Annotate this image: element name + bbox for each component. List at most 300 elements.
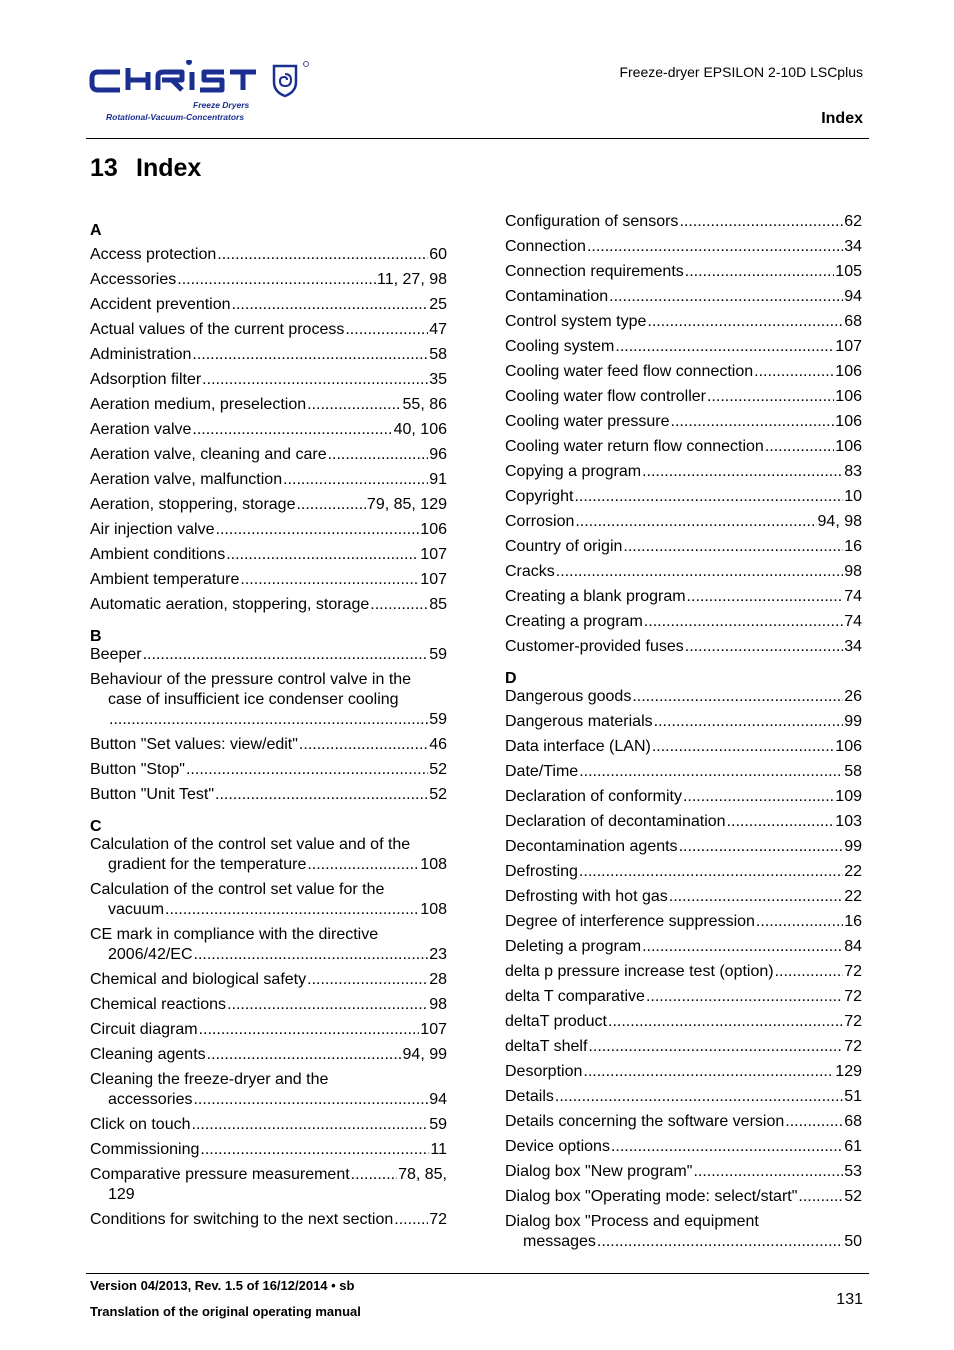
index-term: Country of origin: [505, 538, 623, 555]
page-references: 98: [844, 563, 862, 580]
christ-logo: [86, 60, 316, 122]
index-entry-line: [505, 1137, 862, 1157]
index-entry: [90, 520, 447, 540]
index-term: Degree of interference suppression: [505, 913, 755, 930]
index-entry-line: [90, 760, 447, 780]
index-term: Deleting a program: [505, 938, 642, 955]
index-entry: [90, 995, 447, 1015]
index-entry-line: [505, 212, 862, 232]
index-entry-line: [90, 1165, 447, 1185]
index-term: Aeration valve, cleaning and care: [90, 446, 327, 463]
index-term: Ambient conditions: [90, 546, 226, 563]
page-references: 35: [429, 371, 447, 388]
page-references: 78, 85,: [398, 1166, 447, 1183]
page-references: 60: [429, 246, 447, 263]
index-entry: [505, 812, 862, 832]
dot-leader: [611, 1137, 843, 1157]
index-entry-line: [505, 387, 862, 407]
dot-leader: [765, 437, 834, 457]
page-references: 106: [835, 388, 862, 405]
index-entry: [505, 1037, 862, 1057]
index-entry-line: [505, 1062, 862, 1082]
index-entry: [505, 387, 862, 407]
index-entry: [90, 1140, 447, 1160]
index-term: Aeration valve, malfunction: [90, 471, 283, 488]
dot-leader: [307, 395, 401, 415]
index-entry-line: [505, 1037, 862, 1057]
index-entry: [90, 395, 447, 415]
index-entry-line: [90, 710, 447, 730]
dot-leader: [240, 570, 419, 590]
dot-leader: [671, 412, 835, 432]
index-term-line: CE mark in compliance with the directive: [90, 926, 379, 943]
index-column-left: [90, 212, 447, 1235]
index-entry: [505, 337, 862, 357]
dot-leader: [202, 370, 428, 390]
dot-leader: [283, 470, 428, 490]
page-references: 106: [835, 738, 862, 755]
page-references: 72: [844, 1038, 862, 1055]
index-entry-line: [90, 570, 447, 590]
dot-leader: [194, 945, 429, 965]
index-term: Data interface (LAN): [505, 738, 651, 755]
page-references: 107: [420, 571, 447, 588]
index-entry-line: [505, 587, 862, 607]
dot-leader: [193, 1090, 428, 1110]
dot-leader: [165, 900, 419, 920]
index-entry: [90, 1115, 447, 1135]
index-term: Dangerous materials: [505, 713, 653, 730]
page-references: 62: [844, 213, 862, 230]
index-entry-line: [505, 962, 862, 982]
index-entry: [505, 687, 862, 707]
page-references: 61: [844, 1138, 862, 1155]
index-term: delta T comparative: [505, 988, 645, 1005]
dot-leader: [351, 1165, 397, 1185]
dot-leader: [328, 445, 429, 465]
dot-leader: [370, 595, 428, 615]
index-entry: [90, 1045, 447, 1065]
index-entry-line: [505, 487, 862, 507]
index-entry-line: [505, 1112, 862, 1132]
index-entry-line: [505, 862, 862, 882]
index-entry: [90, 270, 447, 290]
index-entry: [505, 462, 862, 482]
index-entry-line: [505, 987, 862, 1007]
index-entry-line: [90, 420, 447, 440]
index-entry: [505, 762, 862, 782]
page-references: 106: [835, 363, 862, 380]
index-term: accessories: [108, 1091, 193, 1108]
index-entry: [505, 637, 862, 657]
dot-leader: [754, 362, 834, 382]
page-references: 94: [844, 288, 862, 305]
index-entry: [90, 370, 447, 390]
page-references: 106: [420, 521, 447, 538]
index-term: Actual values of the current process: [90, 321, 345, 338]
page-references: 47: [429, 321, 447, 338]
index-term: delta p pressure increase test (option): [505, 963, 774, 980]
index-entry: [505, 1187, 862, 1207]
index-term: Decontamination agents: [505, 838, 678, 855]
page-references: 59: [429, 711, 447, 728]
page-references: 74: [844, 613, 862, 630]
page-references: 108: [420, 901, 447, 918]
dot-leader: [143, 645, 429, 665]
dot-leader: [785, 1112, 843, 1132]
index-entry-line: [505, 562, 862, 582]
index-entry-line: [505, 537, 862, 557]
dot-leader: [216, 520, 420, 540]
index-entry: [90, 445, 447, 465]
index-term-line: case of insufficient ice condenser cooling: [108, 691, 399, 708]
index-entry-line: [505, 462, 862, 482]
index-term: Aeration, stoppering, storage: [90, 496, 296, 513]
dot-leader: [579, 762, 843, 782]
index-entry-line: [90, 1115, 447, 1135]
index-entry-line: [90, 495, 447, 515]
index-entry-line: [90, 995, 447, 1015]
dot-leader: [679, 212, 843, 232]
dot-leader: [394, 1210, 428, 1230]
index-entry: [90, 1020, 447, 1040]
index-term: Cooling system: [505, 338, 615, 355]
index-entry: [90, 420, 447, 440]
index-entry: [505, 937, 862, 957]
index-entry-line: [505, 1012, 862, 1032]
page-references: 106: [835, 413, 862, 430]
index-entry: [90, 835, 447, 875]
chapter-heading: [90, 154, 201, 183]
page-references: 107: [420, 1021, 447, 1038]
index-entry: [90, 495, 447, 515]
index-entry: [505, 537, 862, 557]
index-entry: [90, 245, 447, 265]
index-entry: [505, 887, 862, 907]
dot-leader: [683, 787, 834, 807]
index-term: Commissioning: [90, 1141, 200, 1158]
index-entry-line: [505, 237, 862, 257]
page-references: 11: [430, 1141, 447, 1158]
index-term: Accessories: [90, 271, 177, 288]
dot-leader: [109, 710, 428, 730]
index-entry: [505, 512, 862, 532]
index-entry-line: [505, 437, 862, 457]
page-references: 68: [844, 313, 862, 330]
dot-leader: [775, 962, 844, 982]
page-references: 58: [844, 763, 862, 780]
dot-leader: [556, 562, 843, 582]
index-term: Circuit diagram: [90, 1021, 198, 1038]
index-entry-line: [90, 785, 447, 805]
index-term: Control system type: [505, 313, 647, 330]
footer-version: Version 04/2013, Rev. 1.5 of 16/12/2014 • sb: [90, 1278, 355, 1293]
dot-leader: [685, 637, 843, 657]
index-entry-line: [90, 735, 447, 755]
index-letter-heading: A: [90, 222, 102, 239]
index-entry: [90, 645, 447, 665]
index-entry: [90, 345, 447, 365]
page-references: 52: [429, 786, 447, 803]
dot-leader: [756, 912, 843, 932]
dot-leader: [583, 1062, 834, 1082]
index-entry: [505, 612, 862, 632]
index-entry-line: [90, 645, 447, 665]
index-term: Defrosting: [505, 863, 578, 880]
dot-leader: [615, 337, 834, 357]
page-references: 72: [844, 963, 862, 980]
page-references: 28: [429, 971, 447, 988]
page-references: 94, 99: [402, 1046, 447, 1063]
index-entry-line: [90, 445, 447, 465]
page-references: 79, 85, 129: [366, 496, 447, 513]
index-term-line: Behaviour of the pressure control valve in the: [90, 671, 412, 688]
dot-leader: [597, 1232, 843, 1252]
dot-leader: [555, 1087, 843, 1107]
index-entry-line: [505, 512, 862, 532]
index-entry-line: [505, 687, 862, 707]
index-entry-line: [90, 345, 447, 365]
document-title: Freeze-dryer EPSILON 2-10D LSCplus: [619, 64, 863, 80]
index-entry-line: [90, 945, 447, 965]
page-references: 72: [844, 988, 862, 1005]
index-term: messages: [523, 1233, 596, 1250]
index-entry: [90, 570, 447, 590]
page-references: 96: [429, 446, 447, 463]
index-term: Contamination: [505, 288, 609, 305]
index-term: Access protection: [90, 246, 217, 263]
index-entry-line: [505, 912, 862, 932]
index-term: Device options: [505, 1138, 610, 1155]
page-references: 40, 106: [393, 421, 447, 438]
index-term: Creating a program: [505, 613, 643, 630]
index-entry: [505, 712, 862, 732]
index-entry-line: [90, 245, 447, 265]
dot-leader: [654, 712, 844, 732]
index-term: Accident prevention: [90, 296, 231, 313]
index-term: vacuum: [108, 901, 165, 918]
index-term: deltaT shelf: [505, 1038, 588, 1055]
index-entry-line: [90, 320, 447, 340]
dot-leader: [632, 687, 843, 707]
page-references: 85: [429, 596, 447, 613]
page-references: 106: [835, 438, 862, 455]
index-term: Button "Stop": [90, 761, 185, 778]
index-entry: [505, 987, 862, 1007]
footer-translation-note: Translation of the original operating manual: [90, 1304, 361, 1319]
page-references: 50: [844, 1233, 862, 1250]
page-references: 46: [429, 736, 447, 753]
index-entry-line: [505, 337, 862, 357]
page-references: 108: [420, 856, 447, 873]
page-references: 16: [844, 913, 862, 930]
page-references: 105: [835, 263, 862, 280]
index-entry: [90, 880, 447, 920]
index-term: Cooling water flow controller: [505, 388, 706, 405]
page-references: 16: [844, 538, 862, 555]
index-term: Details concerning the software version: [505, 1113, 785, 1130]
page-references: 72: [844, 1013, 862, 1030]
page-references: 99: [844, 838, 862, 855]
dot-leader: [575, 512, 816, 532]
index-term: Chemical reactions: [90, 996, 227, 1013]
page-references: 107: [835, 338, 862, 355]
dot-leader: [207, 1045, 402, 1065]
page-references-continued: 129: [108, 1186, 135, 1203]
index-term: Desorption: [505, 1063, 583, 1080]
index-entry: [505, 737, 862, 757]
dot-leader: [192, 420, 392, 440]
index-entry-line: [90, 1090, 447, 1110]
page-references: 11, 27, 98: [377, 271, 447, 288]
index-entry-line: [505, 712, 862, 732]
dot-leader: [215, 785, 428, 805]
index-entry-line: [505, 262, 862, 282]
index-term: Cooling water pressure: [505, 413, 670, 430]
dot-leader: [579, 862, 843, 882]
dot-leader: [669, 887, 843, 907]
dot-leader: [642, 462, 843, 482]
index-term: Dangerous goods: [505, 688, 632, 705]
dot-leader: [345, 320, 428, 340]
index-entry-line: [505, 837, 862, 857]
index-entry: [505, 787, 862, 807]
index-entry-line: [505, 812, 862, 832]
dot-leader: [192, 345, 428, 365]
page-references: 22: [844, 888, 862, 905]
index-entry-line: [90, 855, 447, 875]
index-entry: [505, 237, 862, 257]
index-entry-line: [90, 1020, 447, 1040]
index-term-line: Dialog box "Process and equipment: [505, 1213, 759, 1230]
page-references: 109: [835, 788, 862, 805]
dot-leader: [588, 1037, 843, 1057]
index-entry: [505, 1012, 862, 1032]
index-entry: [90, 295, 447, 315]
index-term: Comparative pressure measurement: [90, 1166, 350, 1183]
index-entry-line: [505, 362, 862, 382]
page-references: 68: [844, 1113, 862, 1130]
header-section-name: Index: [821, 110, 863, 127]
dot-leader: [587, 237, 843, 257]
index-term: 2006/42/EC: [108, 946, 193, 963]
index-entry-line: [505, 762, 862, 782]
index-entry: [505, 562, 862, 582]
index-entry: [505, 862, 862, 882]
index-entry-line: [90, 370, 447, 390]
index-entry: [505, 1137, 862, 1157]
index-entry-line: [505, 412, 862, 432]
dot-leader: [299, 735, 428, 755]
index-term: Beeper: [90, 646, 142, 663]
logo-subtitle-rvc: Rotational-Vacuum-Concentrators: [106, 112, 245, 122]
dot-leader: [679, 837, 844, 857]
index-entry-line: [90, 900, 447, 920]
index-entry-line: [90, 545, 447, 565]
index-entry-line: [505, 287, 862, 307]
index-entry: [505, 912, 862, 932]
index-term: Air injection valve: [90, 521, 215, 538]
index-term: Ambient temperature: [90, 571, 240, 588]
index-letter-heading: B: [90, 628, 102, 645]
dot-leader: [227, 995, 428, 1015]
index-term: Connection requirements: [505, 263, 684, 280]
index-entry: [505, 1112, 862, 1132]
index-term: Adsorption filter: [90, 371, 202, 388]
index-entry: [505, 962, 862, 982]
index-entry-line: [90, 1045, 447, 1065]
page-references: 25: [429, 296, 447, 313]
dot-leader: [307, 970, 428, 990]
dot-leader: [798, 1187, 843, 1207]
dot-leader: [693, 1162, 843, 1182]
dot-leader: [217, 245, 428, 265]
index-entry: [505, 312, 862, 332]
page-references: 59: [429, 646, 447, 663]
page-references: 52: [429, 761, 447, 778]
index-term: Aeration valve: [90, 421, 192, 438]
index-term: Declaration of conformity: [505, 788, 682, 805]
page-number: 131: [836, 1291, 863, 1308]
index-entry: [90, 1070, 447, 1110]
index-entry-line: [90, 1210, 447, 1230]
index-entry: [505, 362, 862, 382]
page-header: [86, 52, 869, 139]
dot-leader: [687, 587, 844, 607]
index-entry-line: [505, 887, 862, 907]
index-term-line: Cleaning the freeze-dryer and the: [90, 1071, 329, 1088]
dot-leader: [177, 270, 376, 290]
christ-logo-icon: [86, 60, 311, 100]
index-entry-line: [505, 737, 862, 757]
page-references: 52: [844, 1188, 862, 1205]
dot-leader: [609, 287, 843, 307]
dot-leader: [226, 545, 419, 565]
index-column-right: [505, 212, 862, 1257]
page-references: 53: [844, 1163, 862, 1180]
index-entry: [90, 320, 447, 340]
index-entry-line: [90, 1140, 447, 1160]
dot-leader: [642, 937, 843, 957]
index-term: Conditions for switching to the next section: [90, 1211, 394, 1228]
index-entry: [90, 735, 447, 755]
index-entry-line: [90, 270, 447, 290]
chapter-title: Index: [136, 154, 202, 182]
page-references: 22: [844, 863, 862, 880]
dot-leader: [623, 537, 843, 557]
page-references: 23: [429, 946, 447, 963]
index-entry: [90, 670, 447, 730]
page-references: 74: [844, 588, 862, 605]
dot-leader: [199, 1020, 420, 1040]
index-entry: [505, 437, 862, 457]
dot-leader: [727, 812, 835, 832]
index-term: Dialog box "New program": [505, 1163, 693, 1180]
dot-leader: [307, 855, 419, 875]
page-references: 10: [844, 488, 862, 505]
index-entry-line: [505, 937, 862, 957]
index-entry-line: [505, 1232, 862, 1252]
dot-leader: [608, 1012, 843, 1032]
index-term: Cracks: [505, 563, 555, 580]
page-references: 94, 98: [817, 513, 862, 530]
index-entry: [505, 1162, 862, 1182]
page-references: 58: [429, 346, 447, 363]
dot-leader: [644, 612, 843, 632]
dot-leader: [232, 295, 429, 315]
index-entry: [505, 212, 862, 232]
index-term: Automatic aeration, stoppering, storage: [90, 596, 370, 613]
